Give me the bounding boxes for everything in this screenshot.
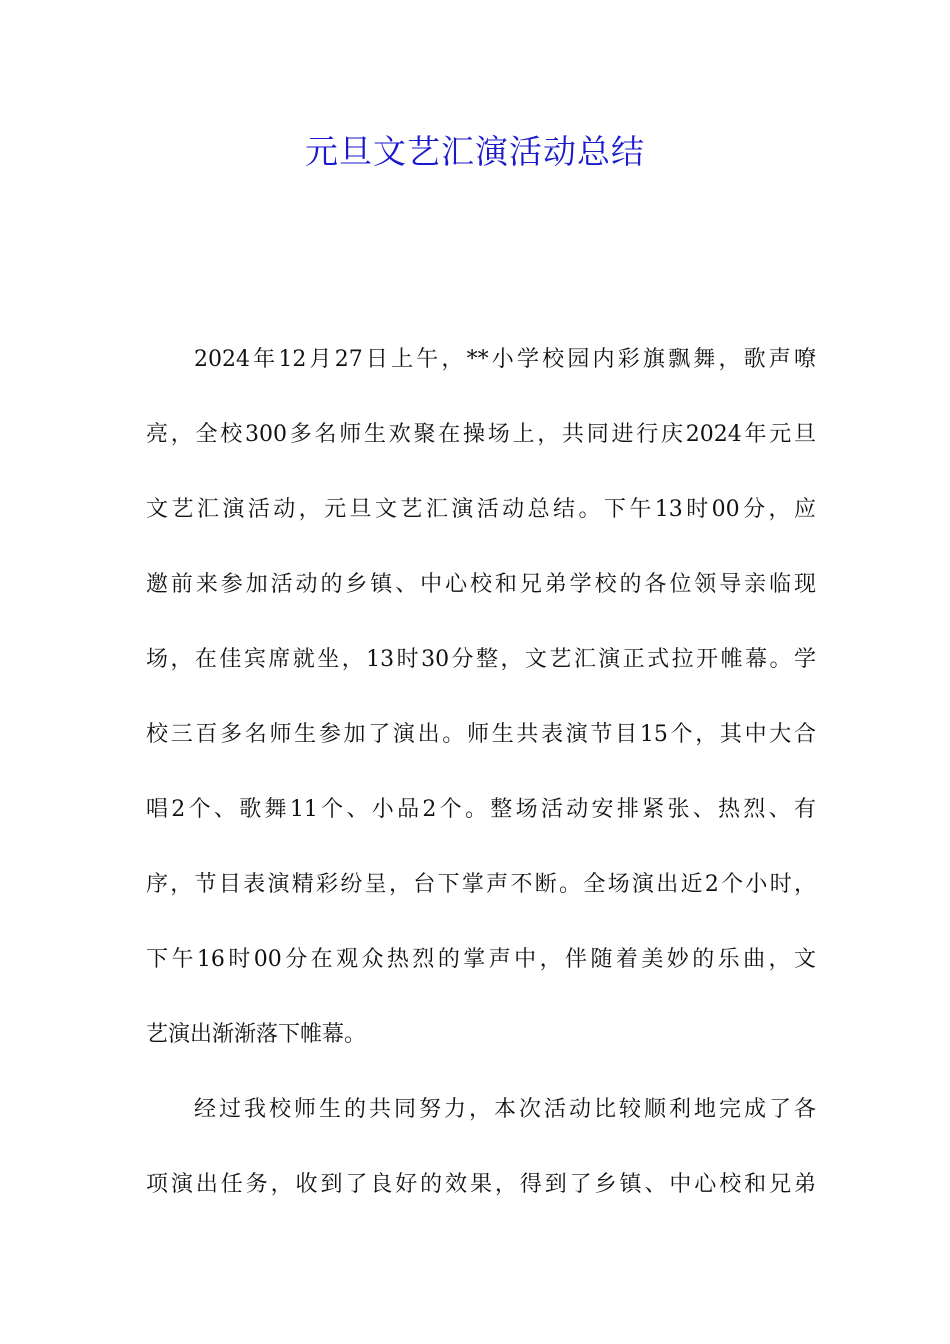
- paragraph-2: [146, 1084, 816, 1234]
- paragraph-line: 邀前来参加活动的乡镇、中心校和兄弟学校的各位领导亲临现: [146, 572, 816, 597]
- document-title: 元旦文艺汇演活动总结: [305, 132, 645, 171]
- paragraph-line: 唱2个、歌舞11个、小品2个。整场活动安排紧张、热烈、有: [146, 797, 816, 822]
- paragraph-line: 文艺汇演活动，元旦文艺汇演活动总结。下午13时00分，应: [146, 497, 816, 522]
- paragraph-line: 场，在佳宾席就坐，13时30分整，文艺汇演正式拉开帷幕。学: [146, 647, 816, 672]
- paragraph-line: 校三百多名师生参加了演出。师生共表演节目15个，其中大合: [146, 722, 816, 747]
- paragraph-line: 下午16时00分在观众热烈的掌声中，伴随着美妙的乐曲，文: [146, 947, 816, 972]
- paragraph-line: 项演出任务，收到了良好的效果，得到了乡镇、中心校和兄弟: [146, 1172, 816, 1197]
- paragraph-1: [146, 334, 816, 1084]
- paragraph-line: 序，节目表演精彩纷呈，台下掌声不断。全场演出近2个小时，: [146, 872, 816, 897]
- paragraph-line: 2024年12月27日上午，**小学校园内彩旗飘舞，歌声嘹: [194, 347, 816, 372]
- paragraph-line: 亮，全校300多名师生欢聚在操场上，共同进行庆2024年元旦: [146, 422, 816, 447]
- paragraph-line: 艺演出渐渐落下帷幕。: [146, 1022, 367, 1047]
- document-body: [146, 334, 816, 1234]
- paragraph-line: 经过我校师生的共同努力，本次活动比较顺利地完成了各: [194, 1097, 816, 1122]
